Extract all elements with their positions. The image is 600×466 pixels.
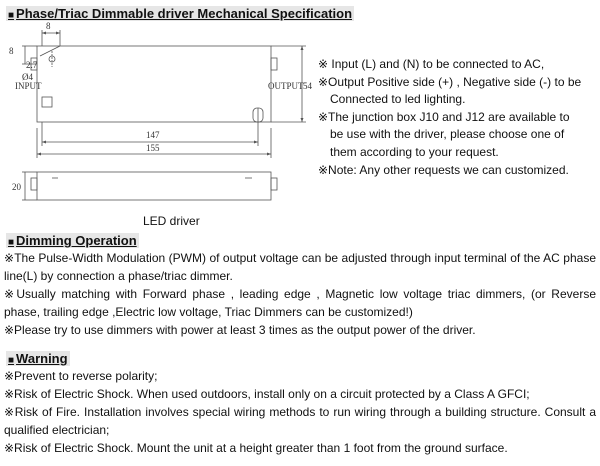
output-end-tab	[271, 58, 277, 70]
side-output-tab	[271, 178, 277, 190]
dim-hole-diameter: Ø4	[22, 72, 33, 82]
dim-8-top: 8	[46, 21, 51, 31]
dim-54: 54	[303, 81, 312, 91]
dim-8-left: 8	[9, 46, 14, 56]
dim-20: 20	[12, 182, 21, 192]
note-line: ※Output Positive side (+) , Negative side (-) to be	[318, 74, 582, 89]
warning-line: ※Risk of Electric Shock. Mount the unit at a height greater than 1 foot from the ground surface.	[4, 441, 508, 455]
input-label: INPUT	[15, 81, 42, 91]
note-line: ※Note: Any other requests we can customized.	[318, 162, 569, 177]
warning-line: ※Risk of Electric Shock. When used outdoors, install only on a circuit protected by a Class A GFCI;	[4, 387, 530, 401]
dimming-text	[4, 249, 596, 339]
note-line: Connected to led lighting.	[330, 92, 466, 107]
warning-text	[4, 367, 596, 457]
note-line: ※The junction box J10 and J12 are available to	[318, 109, 570, 124]
dimming-line: ※Usually matching with Forward phase , leading edge , Magnetic low voltage triac dimmers, (or Reverse phase, trailing edge ,Electric low voltage, Triac Dimmers can be customized!)	[4, 287, 596, 319]
dimming-line: ※Please try to use dimmers with power at least 3 times as the output power of the driver.	[4, 323, 476, 337]
diagram-caption: LED driver	[143, 214, 200, 228]
dimming-heading: ■ Dimming Operation	[8, 233, 137, 248]
driver-top-view-body	[37, 46, 271, 122]
output-label: OUTPUT	[268, 81, 304, 91]
note-line: them according to your request.	[330, 144, 499, 159]
note-line: be use with the driver, please choose one of	[330, 127, 565, 142]
mechanical-spec-heading: ■ Phase/Triac Dimmable driver Mechanical Specification	[8, 6, 353, 21]
input-terminal-mark	[42, 97, 52, 107]
mechanical-notes	[318, 56, 598, 179]
mechanical-drawing	[0, 18, 310, 210]
driver-side-view-body	[37, 172, 271, 200]
side-input-tab	[31, 178, 37, 190]
warning-heading: ■ Warning	[8, 351, 68, 366]
dimming-line: ※The Pulse-Width Modulation (PWM) of output voltage can be adjusted through input terminal of the AC phase line(L) by connection a phase/triac dimmer.	[4, 251, 596, 283]
dim-155: 155	[146, 143, 160, 153]
dim-2-7: 2.7	[26, 60, 38, 70]
warning-line: ※Risk of Fire. Installation involves special wiring methods to run wiring through a building structure. Consult a qualified electrician;	[4, 405, 596, 437]
warning-line: ※Prevent to reverse polarity;	[4, 369, 158, 383]
note-line: ※ Input (L) and (N) to be connected to AC,	[318, 57, 545, 71]
dim-147: 147	[146, 130, 160, 140]
